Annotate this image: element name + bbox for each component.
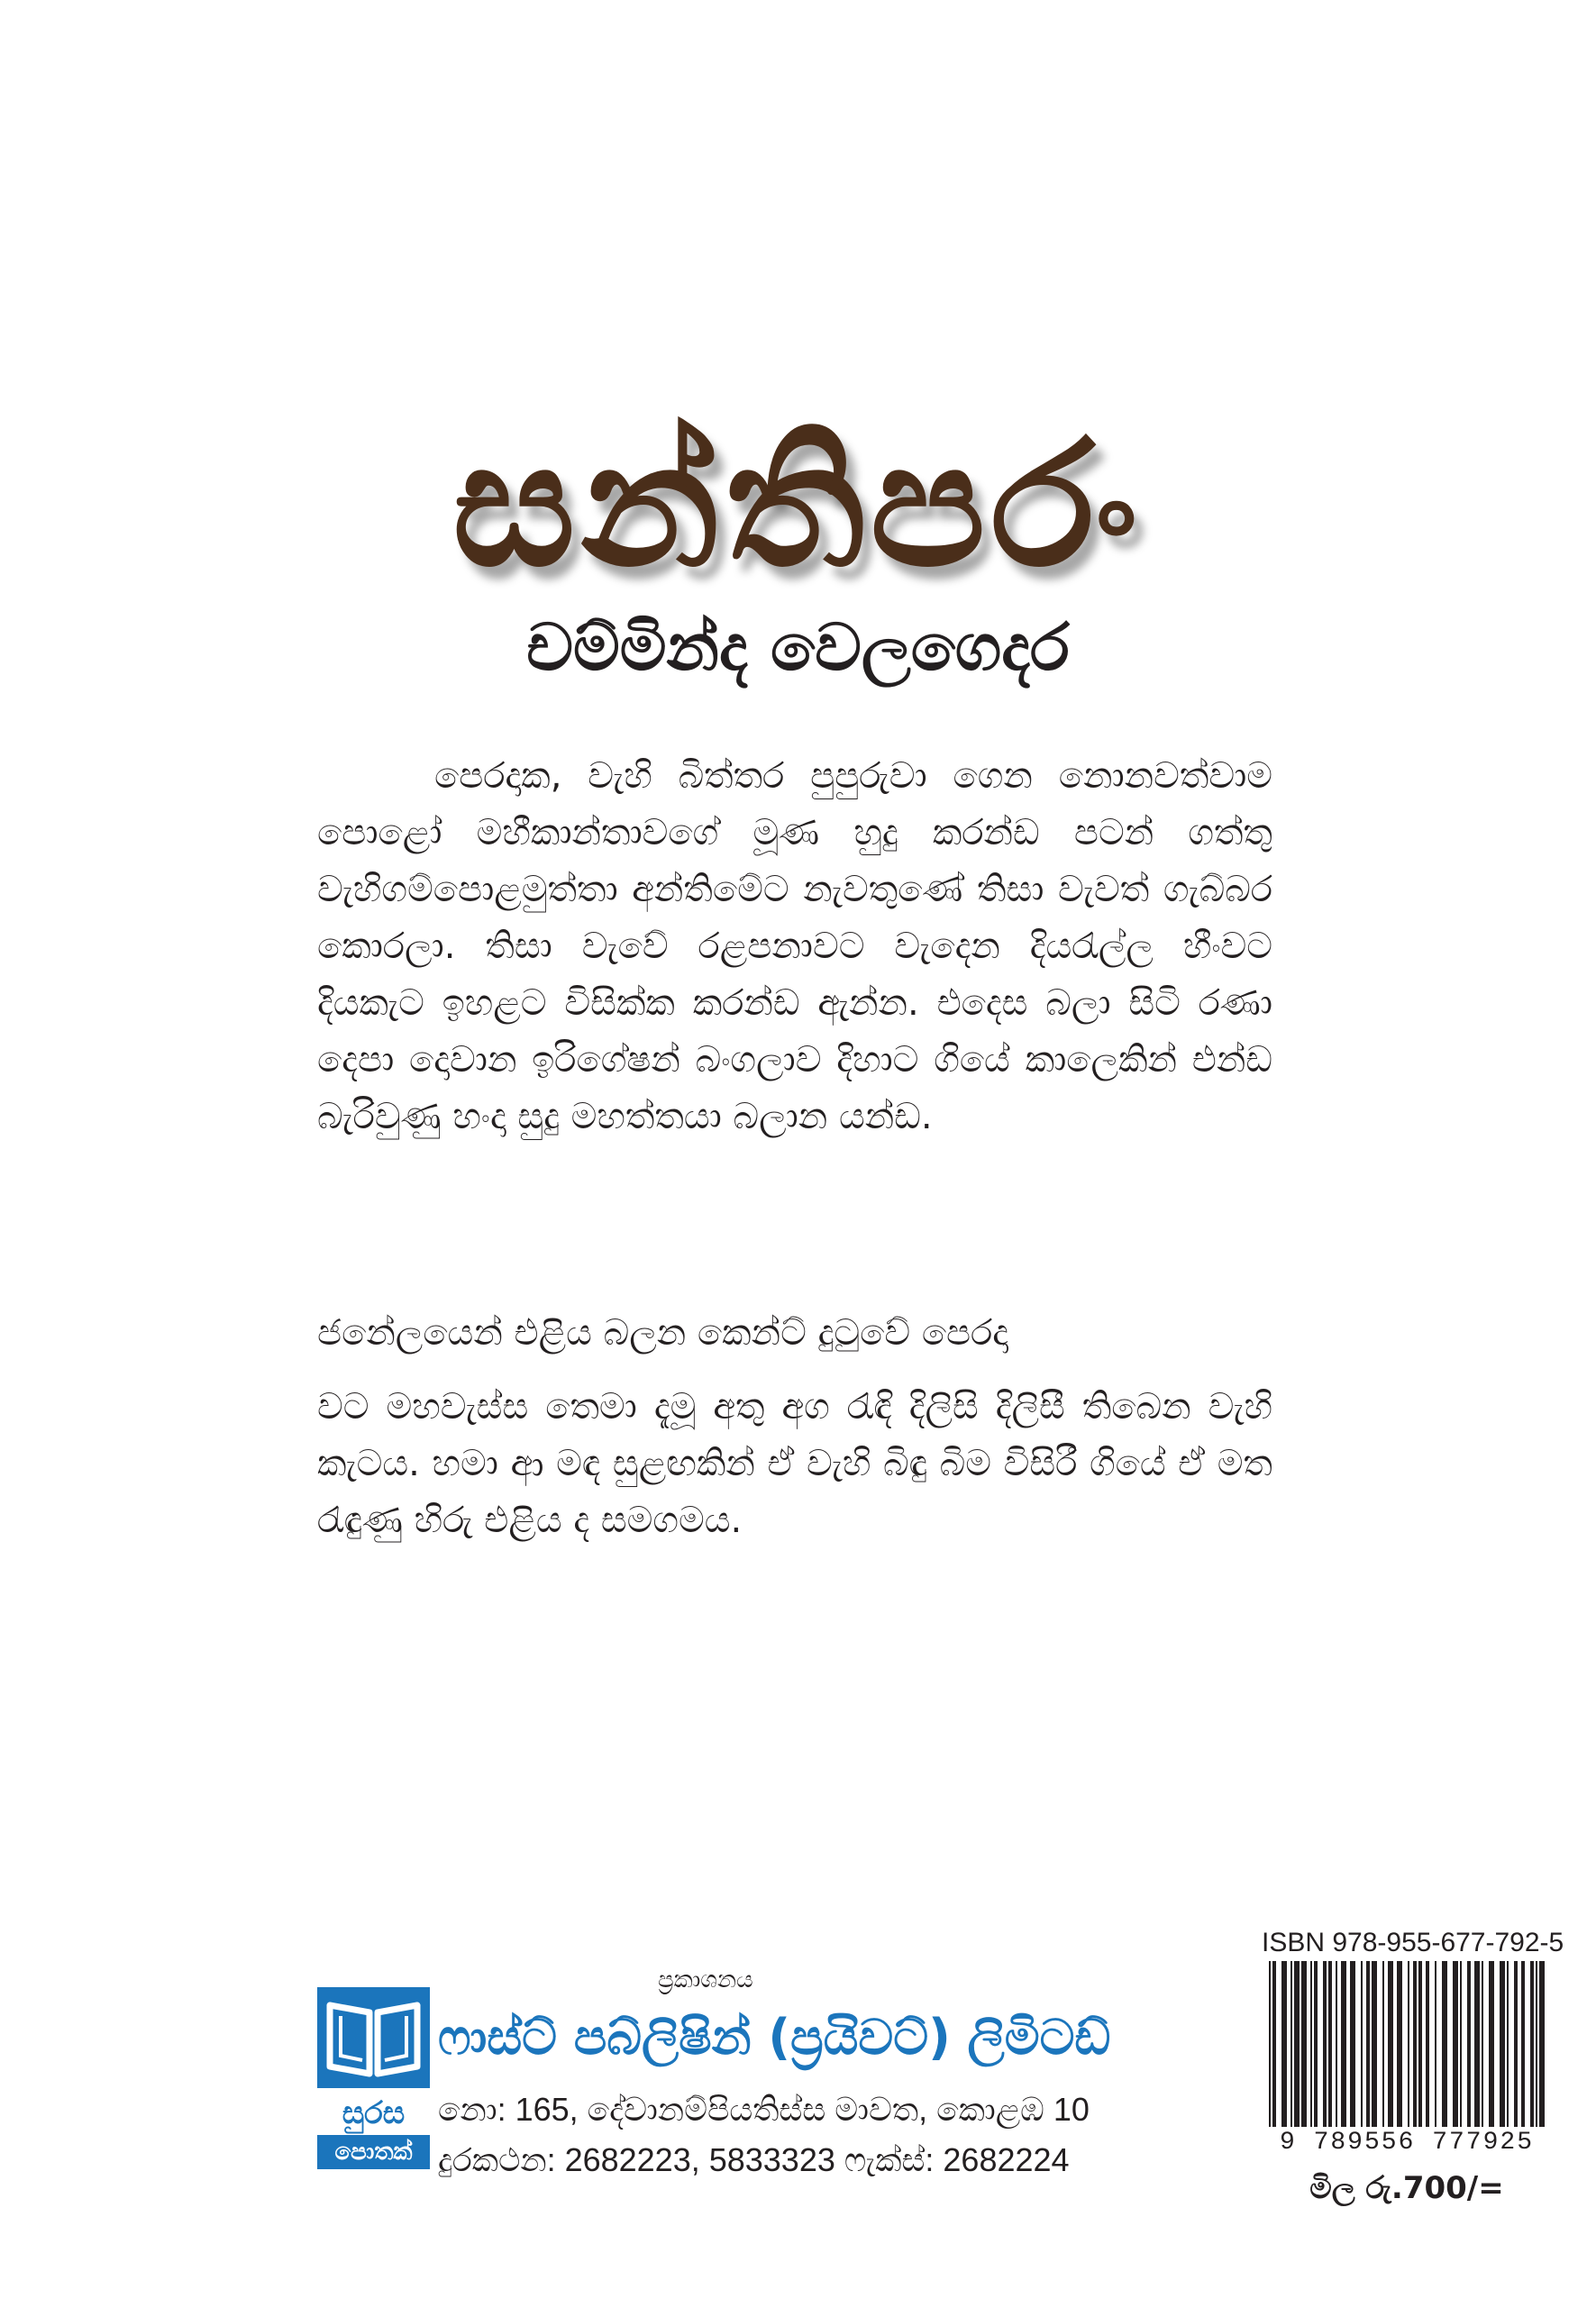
barcode-bar [1366,1961,1370,2127]
barcode-bar [1269,1961,1271,2127]
logo-text-line-2: පොතක් [317,2135,430,2169]
barcode-bar [1290,1961,1292,2127]
blurb-text-3: වට මහවැස්ස තෙමා දැමූ අතු අග රැඳි දිලිසි දිලිසී තිබෙන වැහි කැටය. හමා ආ මඳ සුළඟකින් ඒ වැහි බිඳු බිම විසිරී ගියේ ඒ මත රැඳුණු හිරු එළිය ද සමගමය. [317,1386,1272,1541]
barcode-bar [1474,1961,1480,2127]
barcode-graphic [1262,1961,1552,2127]
book-title: සන්තිපරං [452,404,1144,605]
barcode-bar [1361,1961,1363,2127]
publisher-phone: දුරකථන: 2682223, 5833323 ෆැක්ස්: 2682224 [438,2141,1070,2178]
barcode-bar [1426,1961,1429,2127]
barcode-digits: 9 789556 777925 [1279,2129,1535,2157]
barcode [1262,1961,1552,2157]
isbn-label: ISBN 978-955-677-792-5 [1262,1928,1564,1957]
barcode-bar [1408,1961,1409,2127]
barcode-bar [1460,1961,1462,2127]
barcode-bar [1536,1961,1537,2127]
barcode-bar [1272,1961,1276,2127]
blurb-paragraph-2 [317,1305,1272,1362]
blurb-text-1: පෙරදාක, වැහි බිත්තර පුපුරුවා ගෙන නොනවත්වාම පොළෝ මහීකාන්තාවගේ මූණ හුදු කරන්ඩ පටන් ගත්තු වැහිගම්පොළමුත්තා අන්තිමේට නැවතුණේ තිසා වැවත් ගැබ්බර කොරලා. තිසා වැවේ රළපනාවට වැදෙන දියරැල්ල හීංවට දියකැට ඉහළට විසික්ක කරන්ඩ ඇන්න. එදෙස බලා සිටි රණා දෙපා දොවාන ඉරිගේෂන් බංගලාව දිහාට ගියේ කාලෙකින් එන්ඩ බැරිවුණු හංදා සුදු මහත්තයා බලාන යන්ඩ. [317,755,1272,1137]
publisher-logo [317,1987,430,2169]
price-label: මිල රු.700/= [1309,2170,1504,2206]
barcode-bar [1310,1961,1312,2127]
barcode-bar [1514,1961,1518,2127]
barcode-bar [1314,1961,1318,2127]
barcode-bar [1500,1961,1505,2127]
barcode-bar [1418,1961,1422,2127]
barcode-bar [1530,1961,1534,2127]
barcode-bar [1413,1961,1417,2127]
barcode-bar [1467,1961,1471,2127]
barcode-bar [1442,1961,1447,2127]
blurb-paragraph-1 [317,748,1272,1145]
barcode-bar [1301,1961,1307,2127]
barcode-bar [1453,1961,1458,2127]
open-book-icon [317,1987,430,2088]
author-name: චම්මින්ද වෙලගෙදර [526,609,1070,685]
barcode-bar [1507,1961,1509,2127]
barcode-bar [1482,1961,1483,2127]
barcode-bar [1435,1961,1436,2127]
barcode-bar [1489,1961,1494,2127]
publisher-address: නො: 165, දේවානම්පියතිස්ස මාවත, කොළඹ 10 [438,2091,1090,2128]
barcode-bar [1539,1961,1545,2127]
publisher-label: ප්‍රකාශනය [658,1966,753,1993]
barcode-bar [1521,1961,1525,2127]
barcode-bar [1372,1961,1377,2127]
barcode-bar [1328,1961,1332,2127]
barcode-bar [1281,1961,1287,2127]
barcode-bar [1388,1961,1393,2127]
barcode-bar [1397,1961,1402,2127]
barcode-bar [1350,1961,1355,2127]
barcode-bar [1294,1961,1300,2127]
blurb-paragraph-3 [317,1379,1272,1549]
barcode-bar [1336,1961,1337,2127]
barcode-bar [1382,1961,1384,2127]
blurb-text-2: ජනේලයෙන් එළිය බලන කෙන්ට් දුටුවේ පෙරදා [317,1312,1009,1354]
logo-text-line-1: සුරස [342,2095,406,2131]
barcode-bar [1323,1961,1327,2127]
publisher-name: ෆාස්ට් පබ්ලිෂින් (ප්‍රයිවට්) ලිමිටඩ් [438,2009,1111,2066]
barcode-bar [1341,1961,1346,2127]
